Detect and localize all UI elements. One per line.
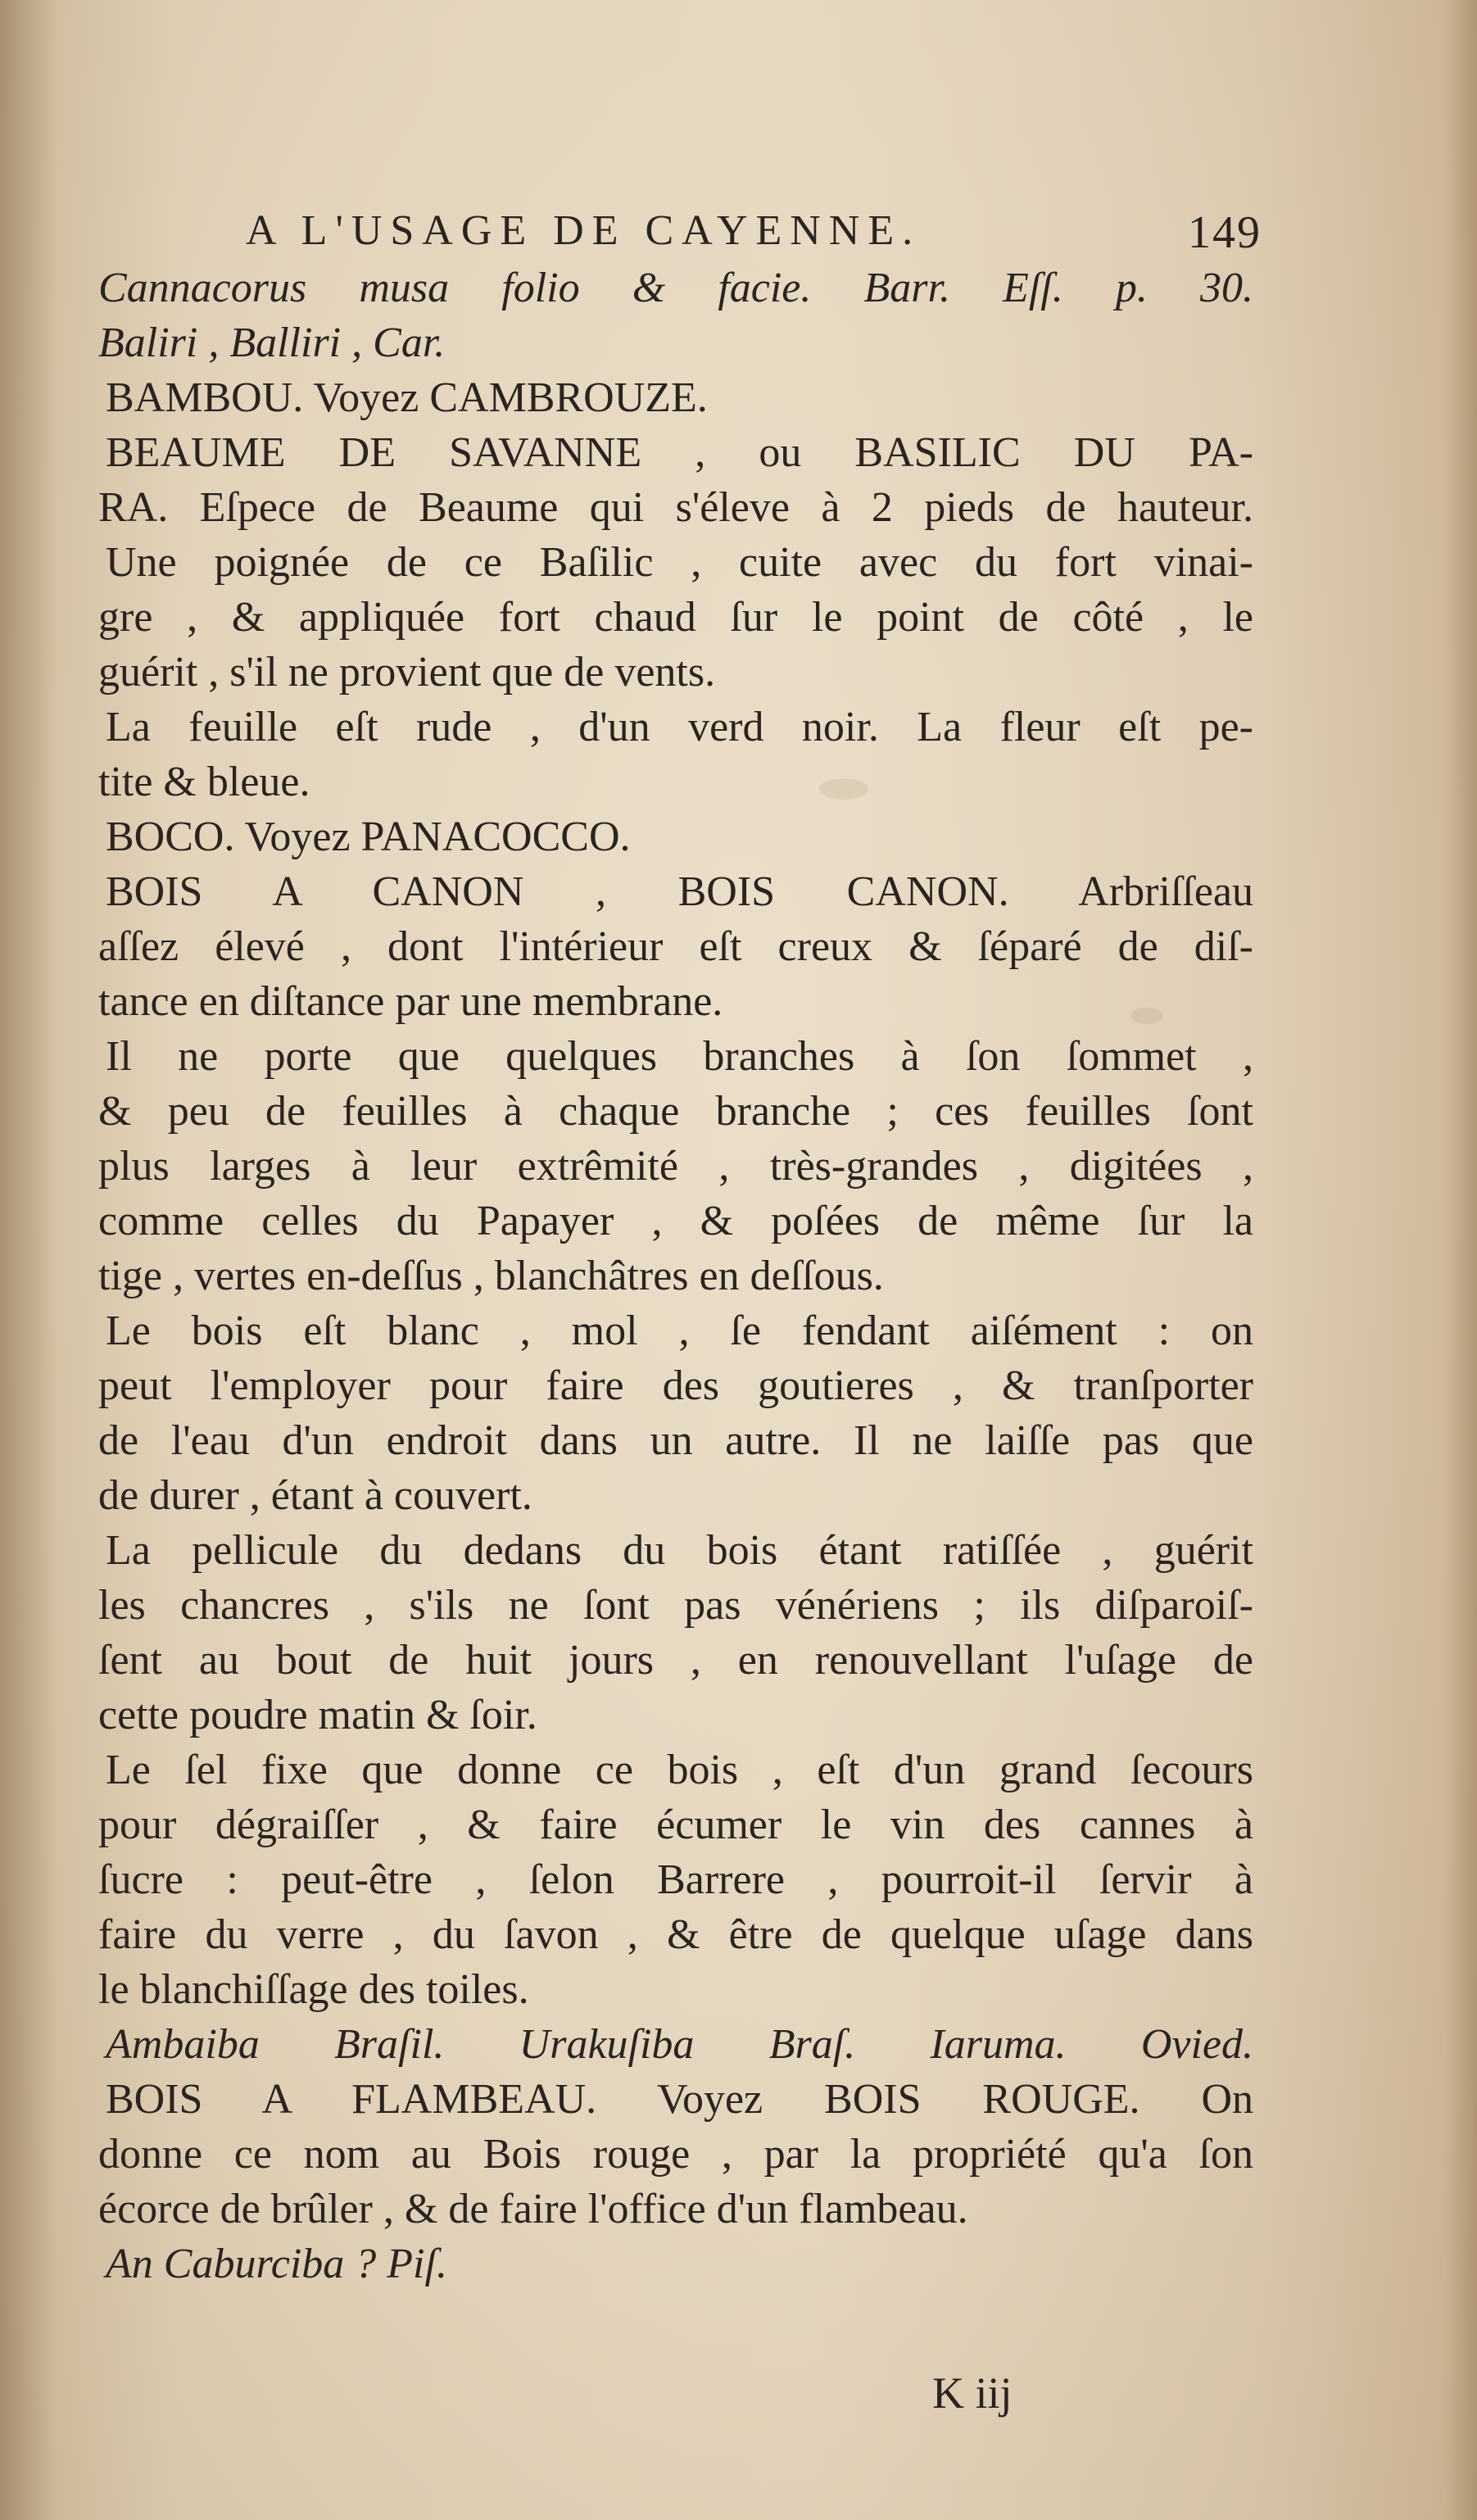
text-line: le blanchiſſage des toiles. [98,1966,529,2013]
running-header [246,206,1262,264]
text-line: faire du verre , du ſavon , & être de quelque uſage dans [98,1911,1253,1958]
text-line: ſucre : peut-être , ſelon Barrere , pourroit-il ſervir à [98,1856,1253,1903]
text-line: RA. Eſpece de Beaume qui s'éleve à 2 pieds de hauteur. [98,484,1253,531]
text-line: BOCO. Voyez PANACOCCO. [106,814,631,860]
text-line: An Caburciba ? Piſ. [106,2241,447,2287]
text-line: tance en diſtance par une membrane. [98,978,723,1025]
text-line: Une poignée de ce Baſilic , cuite avec du fort vinai- [106,539,1253,586]
gutter-shadow [0,0,57,2520]
text-line: BOIS A FLAMBEAU. Voyez BOIS ROUGE. On [106,2076,1253,2123]
text-line: BOIS A CANON , BOIS CANON. Arbriſſeau [106,868,1253,915]
page-edge-shadow [1444,0,1477,2520]
text-line: tite & bleue. [98,759,310,805]
text-line: cette poudre matin & ſoir. [98,1692,537,1738]
text-line: comme celles du Papayer , & poſées de même ſur la [98,1198,1253,1244]
text-line: La pellicule du dedans du bois étant ratiſſée , guérit [106,1527,1253,1574]
text-line: pour dégraiſſer , & faire écumer le vin des cannes à [98,1802,1253,1848]
text-line: & peu de feuilles à chaque branche ; ces feuilles ſont [98,1088,1253,1135]
text-line: guérit , s'il ne provient que de vents. [98,649,716,696]
page-body [98,261,1253,2291]
text-line: Le bois eſt blanc , mol , ſe fendant aiſément : on [106,1308,1253,1354]
text-line: La feuille eſt rude , d'un verd noir. La fleur eſt pe- [106,704,1253,750]
text-line: de durer , étant à couvert. [98,1472,532,1519]
text-line: peut l'employer pour faire des goutieres , & tranſporter [98,1362,1253,1409]
text-line: Ambaiba Braſil. Urakuſiba Braſ. Iaruma. Ovied. [106,2021,1253,2068]
text-line: BEAUME DE SAVANNE , ou BASILIC DU PA- [106,429,1253,476]
text-line: Baliri , Balliri , Car. [98,320,446,366]
running-title: A L'USAGE DE CAYENNE. [246,207,922,254]
page-number: 149 [1188,207,1262,258]
text-line: Cannacorus musa folio & facie. Barr. Eſſ. p. 30. [98,265,1253,311]
text-line: aſſez élevé , dont l'intérieur eſt creux & ſéparé de diſ- [98,923,1253,970]
text-line: de l'eau d'un endroit dans un autre. Il ne laiſſe pas que [98,1417,1253,1464]
text-line: ſent au bout de huit jours , en renouvellant l'uſage de [98,1637,1253,1684]
text-line: gre , & appliquée fort chaud ſur le point de côté , le [98,594,1253,641]
text-line: BAMBOU. Voyez CAMBROUZE. [106,374,708,421]
signature-mark: K iij [932,2368,1013,2418]
text-line: tige , vertes en-deſſus , blanchâtres en deſſous. [98,1253,884,1299]
text-line: Le ſel fixe que donne ce bois , eſt d'un grand ſecours [106,1747,1253,1793]
text-line: plus larges à leur extrêmité , très-grandes , digitées , [98,1143,1253,1190]
text-line: les chancres , s'ils ne ſont pas vénériens ; ils diſparoiſ- [98,1582,1253,1629]
text-line: donne ce nom au Bois rouge , par la propriété qu'a ſon [98,2131,1253,2178]
text-line: écorce de brûler , & de faire l'office d'un flambeau. [98,2186,968,2232]
text-line: Il ne porte que quelques branches à ſon ſommet , [106,1033,1253,1080]
